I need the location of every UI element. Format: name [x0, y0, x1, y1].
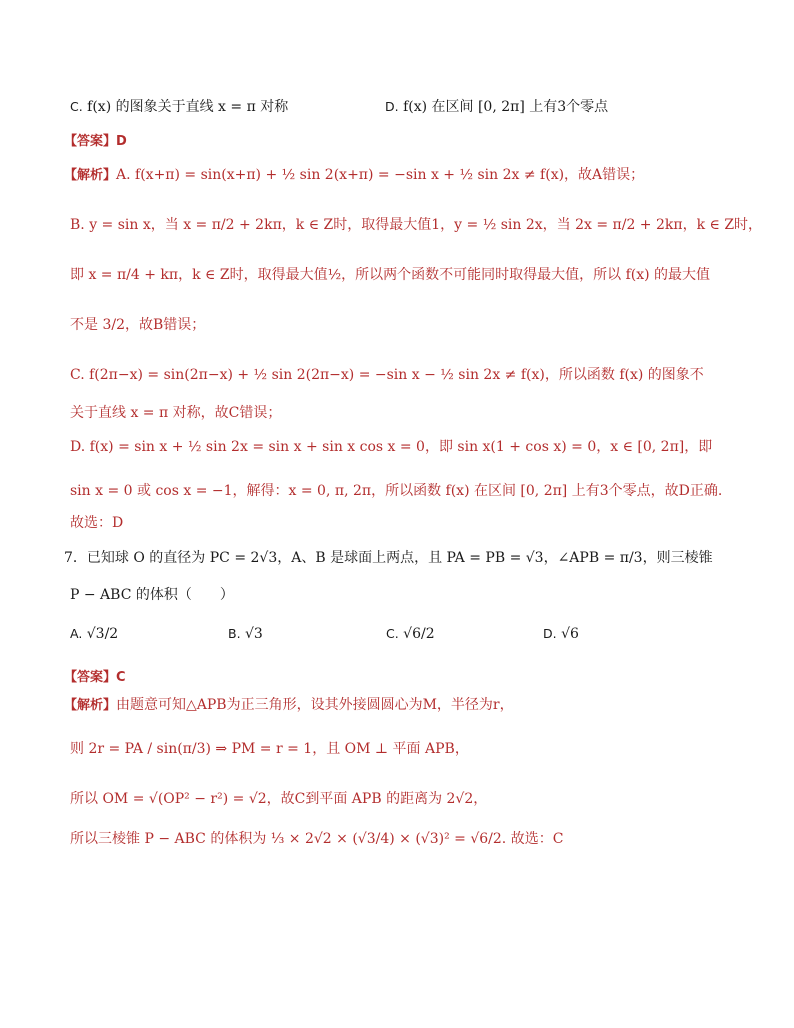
q7-option-d: D. √6	[543, 626, 579, 642]
q6-answer: 【答案】D	[64, 134, 127, 149]
q7-stem-1: 7．已知球 O 的直径为 PC = 2√3，A、B 是球面上两点，且 PA = PB = √3，∠APB = π/3，则三棱锥	[64, 550, 713, 566]
q6-analysis-b-3: 不是 3/2，故B错误；	[70, 317, 206, 333]
q6-choose: 故选：D	[70, 515, 124, 531]
q7-analysis-3: 所以 OM = √(OP² − r²) = √2，故C到平面 APB 的距离为 2√2，	[70, 791, 488, 807]
q7-option-c: C. √6/2	[386, 626, 435, 642]
q6-analysis-a: 【解析】A. f(x+π) = sin(x+π) + ½ sin 2(x+π) = −sin x + ½ sin 2x ≠ f(x)，故A错误；	[64, 167, 645, 183]
q6-analysis-d-2: sin x = 0 或 cos x = −1，解得：x = 0, π, 2π，所以函数 f(x) 在区间 [0, 2π] 上有3个零点，故D正确.	[70, 483, 723, 499]
q7-stem-2: P − ABC 的体积（ ）	[70, 587, 234, 603]
q7-answer: 【答案】C	[64, 670, 126, 685]
q6-analysis-d-1: D. f(x) = sin x + ½ sin 2x = sin x + sin x cos x = 0，即 sin x(1 + cos x) = 0，x ∈ [0, 2π]，即	[70, 439, 713, 455]
q6-analysis-c-2: 关于直线 x = π 对称，故C错误；	[70, 405, 282, 421]
q7-option-a: A. √3/2	[70, 626, 119, 642]
q7-option-b: B. √3	[228, 626, 263, 642]
q6-analysis-b-1: B. y = sin x，当 x = π/2 + 2kπ，k ∈ Z时，取得最大值1，y = ½ sin 2x，当 2x = π/2 + 2kπ，k ∈ Z时，	[70, 217, 763, 233]
q7-analysis-2: 则 2r = PA / sin(π/3) ⇒ PM = r = 1，且 OM ⊥ 平面 APB，	[70, 741, 469, 757]
q6-analysis-b-2: 即 x = π/4 + kπ，k ∈ Z时，取得最大值½，所以两个函数不可能同时取得最大值，所以 f(x) 的最大值	[70, 267, 711, 283]
option-d: D. f(x) 在区间 [0, 2π] 上有3个零点	[385, 99, 609, 115]
q7-analysis-1: 【解析】由题意可知△APB为正三角形，设其外接圆圆心为M，半径为r，	[64, 697, 514, 713]
option-c: C. f(x) 的图象关于直线 x = π 对称	[70, 99, 289, 115]
q6-analysis-c-1: C. f(2π−x) = sin(2π−x) + ½ sin 2(2π−x) = −sin x − ½ sin 2x ≠ f(x)，所以函数 f(x) 的图象不	[70, 367, 704, 383]
q7-analysis-4: 所以三棱锥 P − ABC 的体积为 ⅓ × 2√2 × (√3/4) × (√3)² = √6/2. 故选：C	[70, 831, 564, 847]
option-c-text: f(x) 的图象关于直线 x = π 对称	[87, 99, 289, 115]
option-d-text: f(x) 在区间 [0, 2π] 上有3个零点	[403, 99, 609, 115]
